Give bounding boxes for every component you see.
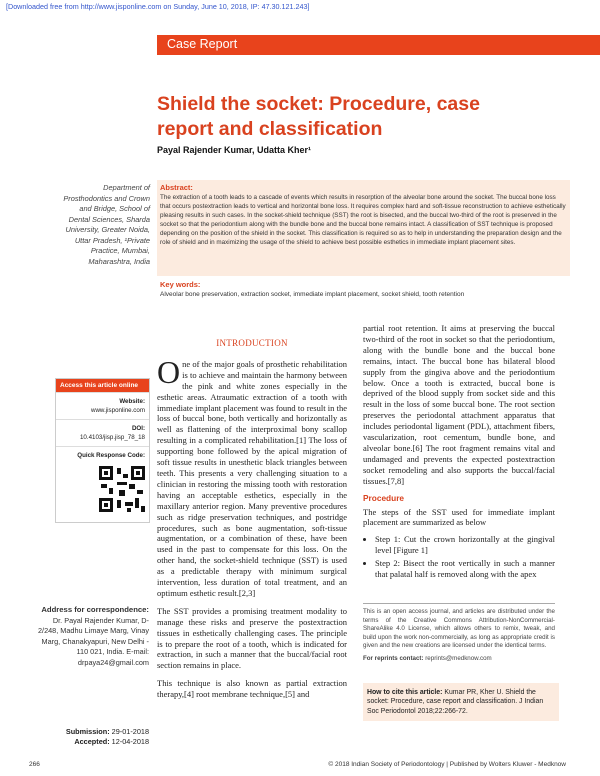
doi-link[interactable]: 10.4103/jisp.jisp_78_18 <box>79 434 145 441</box>
correspondence-text: Dr. Payal Rajender Kumar, D-2/248, Madhu Limaye Marg, Vinay Marg, Chanakyapuri, New Delhi - 110 021, India. E-mail: drpaya24@gmail.com <box>37 615 149 667</box>
qr-code-icon[interactable] <box>99 466 145 512</box>
qr-section <box>56 446 149 522</box>
citation-text: Kumar PR, Kher U. Shield the socket: Procedure, case report and classification. J Indian Soc Periodontol 2018;22:266-72. <box>367 689 544 715</box>
page-footer <box>0 759 600 773</box>
website-label: Website: <box>119 398 145 405</box>
section-banner <box>157 35 600 55</box>
submission-date: 29-01-2018 <box>111 727 149 736</box>
citation-box <box>363 683 559 721</box>
download-note: [Downloaded free from http://www.jisponline.com on Sunday, June 10, 2018, IP: 47.30.121.243] <box>6 2 310 11</box>
doi-label: DOI: <box>131 425 145 432</box>
accepted-date: 12-04-2018 <box>111 737 149 746</box>
col2-paragraph-1: partial root retention. It aims at preserving the buccal two-third of the root in socket so that the periodontium, along with the bundle bone and the buccal bone remains, intact. The buccal bone has bilateral blood supply from the gingiva above and the periodontium below. Once a tooth is extracted, buccal bone is deprived of the blood supply from socket side and this result in the loss of some buccal bone. The root section preserves the periodontal attachment apparatus that includes periodontal ligament (PDL), attachment fibers, vascularization, root cementum, bundle bone, and alveolar bone.[6] The root fragment remains vital and undamaged and prevents the expected postextraction socket remodeling and also supports the buccal/facial tissues.[7,8] <box>363 323 555 486</box>
body-column-right <box>363 323 555 582</box>
intro-paragraph-1-text: ne of the major goals of prosthetic rehabilitation is to achieve and maintain the harmony between the pink and white zones especially in the esthetic areas. Atraumatic extraction of a tooth with immediate implant placement was found to result in the loss of buccal bone, both vertically and horizontally as well as flattening of the interproximal bony scallop resulting in a complicated rehabilitation.[1] The loss of supporting bone followed by the apical migration of soft tissue results in unesthetic black triangles between teeth. This presents a very challenging situation to a clinician in restoring the missing tooth with restoration having an acceptable esthetics, especially in the maxillary anterior region. Many preventive procedures such as ridge preservation techniques, and postridge procedures, such as bone augmentation, soft-tissue augmentation, or a combination of these, have been used in the past to compensate for this loss. On the other hand, the socket-shield technique (SST) is used as a predictable therapy with minimum surgical intervention, less duration of total treatment, and an optimum esthetic result.[2,3] <box>157 358 347 598</box>
reprints-email[interactable]: reprints@medknow.com <box>425 654 492 662</box>
accepted-row <box>36 737 149 747</box>
procedure-step: • Step 1: Cut the crown horizontally at the gingival level [Figure 1] <box>375 534 555 556</box>
doi-section <box>56 419 149 446</box>
submission-label: Submission: <box>65 727 110 736</box>
correspondence <box>36 605 149 668</box>
access-heading: Access this article online <box>56 379 149 392</box>
dates <box>36 727 149 747</box>
correspondence-label: Address for correspondence: <box>41 605 149 614</box>
access-panel <box>55 378 150 523</box>
reprints-line <box>363 655 555 664</box>
intro-paragraph-2: The SST provides a promising treatment modality to manage these risks and preserve the postextraction tissues in esthetically challenging cases. The principle is to prepare the root of a tooth, which is indicated for extraction, in such a manner that the buccal/facial root section remains in place. <box>157 605 347 671</box>
citation-label: How to cite this article: <box>367 689 443 696</box>
footer-copyright: © 2018 Indian Society of Periodontology | Published by Wolters Kluwer - Medknow <box>328 761 566 768</box>
intro-heading: INTRODUCTION <box>216 338 288 348</box>
article-title: Shield the socket: Procedure, case report and classification <box>157 93 480 140</box>
affiliation: Department of Prosthodontics and Crown and Bridge, School of Dental Sciences, Sharda University, Greater Noida, Uttar Pradesh, ¹Private Practice, Mumbai, Maharashtra, India <box>63 183 150 266</box>
keywords-box <box>157 280 570 308</box>
license-note <box>363 603 555 664</box>
reprints-label: For reprints contact: <box>363 654 424 662</box>
intro-paragraph-1 <box>157 353 347 599</box>
procedure-intro: The steps of the SST used for immediate implant placement are summarized as below <box>363 506 555 528</box>
article-authors: Payal Rajender Kumar, Udatta Kher¹ <box>157 145 312 155</box>
keywords-text: Alveolar bone preservation, extraction socket, immediate implant placement, socket shield, tooth retention <box>160 291 465 298</box>
abstract-box <box>157 180 570 276</box>
license-text: This is an open access journal, and articles are distributed under the terms of the Creative Commons Attribution-NonCommercial-ShareAlike 4.0 License, which allows others to remix, tweak, and build upon the work non-commercially, as long as appropriate credit is given and the new creations are licensed under the identical terms. <box>363 608 555 650</box>
qr-label: Quick Response Code: <box>77 452 145 459</box>
procedure-steps <box>363 534 555 580</box>
website-link[interactable]: www.jisponline.com <box>91 407 145 414</box>
intro-paragraph-3: This technique is also known as partial extraction therapy,[4] root membrane technique,[5] and <box>157 678 347 700</box>
keywords-heading: Key words: <box>160 280 201 289</box>
page-number: 266 <box>29 761 40 768</box>
abstract-heading: Abstract: <box>160 183 193 192</box>
procedure-heading: Procedure <box>363 492 405 503</box>
section-label: Case Report <box>167 37 238 51</box>
procedure-step: • Step 2: Bisect the root vertically in such a manner that palatal half is removed along with the apex <box>375 558 555 580</box>
accepted-label: Accepted: <box>74 737 110 746</box>
abstract-text: The extraction of a tooth leads to a cascade of events which results in resorption of the alveolar bone around the socket. The buccal bone loss that occurs postextraction leads to vertical and horizontal bone loss. It requires complex hard and soft-tissue reconstruction to achieve esthetically pleasing results in such cases. In the socket-shield technique (SST) the root is bisected, and the buccal two-third of the root is preserved in the socket so that the periodontium along with the bundle bone and the buccal bone remains intact. A classification of SST technique is proposed depending on the position of the shield in the socket. This classification is required so as to help in understanding the preparation design and the role of shield and in maximizing the usage of the shield to achieve best possible esthetics in immediate implant placement sites. <box>160 194 566 246</box>
body-column-left <box>157 338 347 707</box>
dropcap: O <box>157 353 181 390</box>
website-section <box>56 392 149 419</box>
submission-row <box>36 727 149 737</box>
